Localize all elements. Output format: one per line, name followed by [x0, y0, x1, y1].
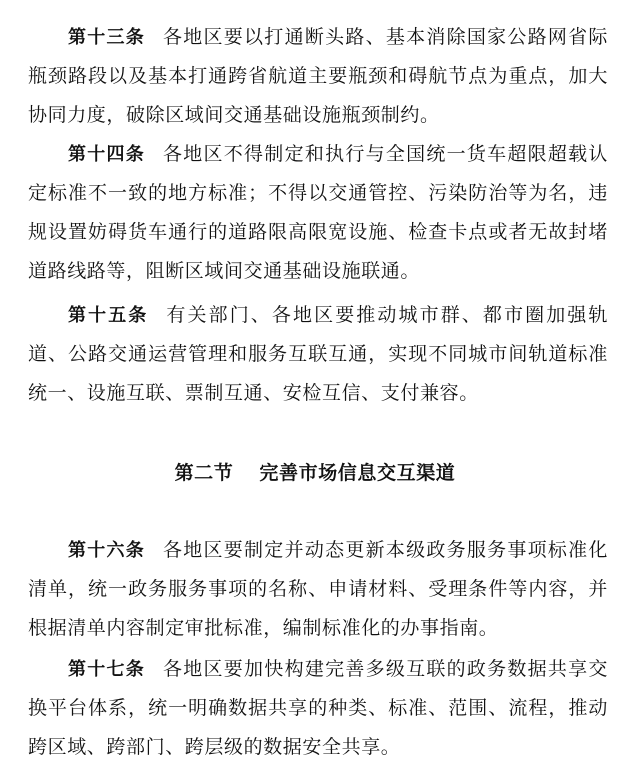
- article-13-text: 各地区要以打通断头路、基本消除国家公路网省际瓶颈路段以及基本打通跨省航道主要瓶颈和碍航节点为重点，加大协同力度，破除区域间交通基础设施瓶颈制约。: [28, 26, 609, 126]
- article-17-label: 第十七条: [68, 659, 146, 680]
- article-14-text: 各地区不得制定和执行与全国统一货车超限超载认定标准不一致的地方标准；不得以交通管控、污染防治等为名，违规设置妨碍货车通行的道路限高限宽设施、检查卡点或者无故封堵道路线路等，阻断区域间交通基础设施联通。: [28, 143, 609, 282]
- article-15: [28, 296, 608, 413]
- article-15-text: 有关部门、各地区要推动城市群、都市圈加强轨道、公路交通运营管理和服务互联互通，实现不同城市间轨道标准统一、设施互联、票制互通、安检互信、支付兼容。: [28, 304, 608, 404]
- article-13: [28, 18, 608, 135]
- article-14: [28, 135, 608, 291]
- section-heading: [0, 455, 630, 491]
- article-16-text: 各地区要制定并动态更新本级政务服务事项标准化清单，统一政务服务事项的名称、申请材料、受理条件等内容，并根据清单内容制定审批标准，编制标准化的办事指南。: [28, 539, 609, 639]
- section-title: 完善市场信息交互渠道: [259, 462, 456, 484]
- article-16-label: 第十六条: [68, 540, 146, 561]
- article-14-label: 第十四条: [68, 144, 146, 165]
- section-number: 第二节: [174, 462, 234, 484]
- article-16: [28, 531, 608, 648]
- article-17-text: 各地区要加快构建完善多级互联的政务数据共享交换平台体系，统一明确数据共享的种类、标准、范围、流程，推动跨区域、跨部门、跨层级的数据安全共享。: [28, 658, 609, 758]
- article-17: [28, 650, 608, 767]
- article-13-label: 第十三条: [68, 27, 146, 48]
- article-15-label: 第十五条: [68, 305, 149, 326]
